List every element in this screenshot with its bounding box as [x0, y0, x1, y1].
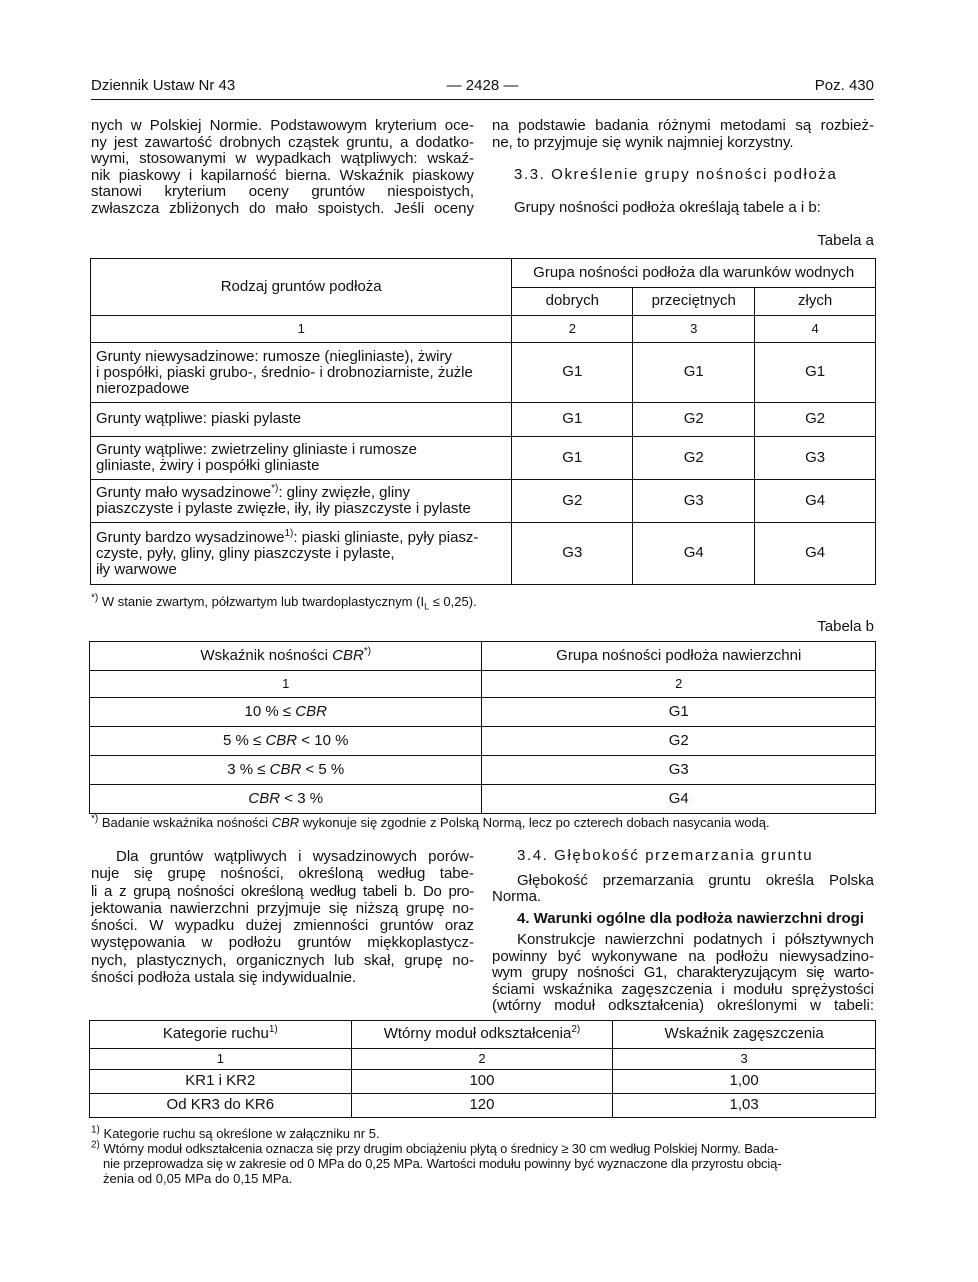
- footnote-text: CBR: [271, 815, 300, 830]
- section-heading-3-4: 3.4. Głębokość przemarzania gruntu: [517, 847, 814, 864]
- paragraph-line: wym grupy nośności G1, charakteryzującym się warto-: [492, 964, 874, 981]
- intro-line: stanowi kryterium oceny gruntów niespoistych,: [91, 183, 474, 200]
- intro-line: na podstawie badania różnymi metodami są rozbież-: [492, 117, 874, 134]
- header-traffic-category: [90, 1021, 352, 1049]
- table-b-footnote: [91, 815, 770, 830]
- modulus-value: 120: [351, 1094, 613, 1118]
- column-number: 2: [512, 316, 633, 343]
- header-deformation-modulus: [351, 1021, 613, 1049]
- group-value: G1: [512, 343, 633, 403]
- soil-description: Grunty wątpliwe: piaski pylaste: [91, 403, 512, 437]
- group-value: G3: [512, 523, 633, 585]
- footnote-text: Badanie wskaźnika nośności: [101, 815, 272, 830]
- paragraph-line: nych, plastycznych, organicznych lub skał, grupę no-: [91, 951, 474, 969]
- cell-line: piaszczyste i pylaste zwięzłe, iły, iły piaszczyste i pylaste: [96, 500, 471, 517]
- cell-text: : gliny zwięzłe, gliny: [278, 484, 411, 501]
- group-value: G3: [755, 437, 876, 480]
- table-row: [90, 727, 876, 756]
- traffic-category: KR1 i KR2: [90, 1070, 352, 1094]
- footnote-ref: 2): [571, 1024, 581, 1036]
- modulus-value: 100: [351, 1070, 613, 1094]
- table-row: [90, 785, 876, 814]
- footnote-ref: 1): [268, 1024, 278, 1036]
- table-row: [91, 403, 876, 437]
- cell-line: [96, 527, 506, 546]
- footnote-text: wykonuje się zgodnie z Polską Normą, lecz po czterech dobach nasycania wodą.: [299, 815, 770, 830]
- table-row: [90, 756, 876, 785]
- soil-description: [91, 437, 512, 480]
- table-row: [91, 523, 876, 585]
- footnote-subscript: L: [424, 601, 430, 612]
- cell-line: [96, 485, 506, 501]
- paragraph-line: śności podłoża ustala się indywidualnie.: [91, 969, 357, 987]
- footnote-mark: *): [91, 813, 99, 825]
- footnote-mark: *): [91, 592, 99, 604]
- table-b: [89, 641, 876, 814]
- paragraph-line: li a z grupą nośności określoną według tabeli b. Do pro-: [91, 882, 474, 900]
- bottom-left-column: [91, 848, 474, 986]
- cell-line: Grunty wątpliwe: zwietrzeliny gliniaste i rumosze: [96, 441, 417, 458]
- paragraph-line: nuje się grupę nośności, określoną według tabe-: [91, 865, 474, 883]
- group-value: G4: [482, 785, 876, 814]
- group-value: G2: [482, 727, 876, 756]
- group-value: G2: [512, 480, 633, 523]
- intro-left-column: [91, 118, 474, 217]
- paragraph-line: śności. W wypadku dużej zmienności gruntów oraz: [91, 917, 474, 935]
- paragraph-line: Dla gruntów wątpliwych i wysadzinowych porów-: [116, 848, 474, 865]
- footnote-text: nie przeprowadza się w zakresie od 0 MPa do 0,25 MPa. Wartości modułu powinny być wyznaczone dla przyrostu obcią-: [103, 1156, 782, 1171]
- paragraph-line: Głębokość przemarzania gruntu określa Polska: [517, 871, 874, 889]
- paragraph-line: (wtórny moduł odkształcenia) określonymi w tabeli:: [492, 997, 874, 1014]
- paragraph-line: jektowania nawierzchni przyjmuje się niższą grupę no-: [91, 899, 474, 917]
- page-number: — 2428 —: [446, 77, 519, 94]
- column-number: 4: [755, 316, 876, 343]
- cell-line: czyste, pyły, gliny, gliny piaszczyste i pylaste,: [96, 544, 395, 562]
- paragraph-line: Konstrukcje nawierzchni podatnych i półsztywnych: [517, 931, 874, 948]
- cell-line: gliniaste, żwiry i pospółki gliniaste: [96, 457, 320, 474]
- intro-line: ne, to przyjmuje się wynik najmniej korzystny.: [492, 133, 794, 151]
- cell-text: Grunty mało wysadzinowe: [96, 484, 272, 501]
- journal-title: Dziennik Ustaw Nr 43: [91, 77, 236, 94]
- group-value: G1: [633, 343, 755, 403]
- group-value: G2: [633, 437, 755, 480]
- column-number: 3: [613, 1049, 876, 1070]
- table-a-caption: Tabela a: [817, 232, 874, 249]
- cell-line: iły warwowe: [96, 560, 177, 578]
- header-text: Kategorie ruchu: [162, 1025, 269, 1043]
- group-value: G3: [633, 480, 755, 523]
- section-heading-4: 4. Warunki ogólne dla podłoża nawierzchni drogi: [517, 909, 864, 927]
- header-good: dobrych: [512, 288, 633, 316]
- group-value: G2: [755, 403, 876, 437]
- footnote-text: ≤ 0,25).: [429, 594, 477, 609]
- cell-line: Grunty niewysadzinowe: rumosze (niegliniaste), żwiry: [96, 347, 452, 365]
- header-text: Wtórny moduł odkształcenia: [383, 1025, 572, 1043]
- table-a: [90, 258, 876, 585]
- table-c: [89, 1020, 876, 1118]
- bottom-right-column: [492, 848, 874, 1015]
- table-row: [91, 343, 876, 403]
- header-group: Grupa nośności podłoża dla warunków wodnych: [512, 259, 876, 288]
- header-text: Wskaźnik nośności: [200, 646, 333, 664]
- bottom-footnotes: [91, 1126, 874, 1186]
- paragraph-line: Norma.: [492, 888, 542, 905]
- header-soil-type: Rodzaj gruntów podłoża: [91, 259, 512, 316]
- intro-right-column: [492, 118, 874, 216]
- cell-line: i pospółki, piaski grubo-, średnio- i drobnoziarniste, żużle: [96, 363, 473, 381]
- cbr-range: 3 % ≤ CBR < 5 %: [90, 756, 482, 785]
- cell-text: Grunty bardzo wysadzinowe: [96, 528, 285, 546]
- footnote-text: Wtórny moduł odkształcenia oznacza się przy drugim obciążeniu płytą o średnicy ≥ 30 cm według Polskiej Normy. Bada-: [103, 1141, 779, 1156]
- header-group: Grupa nośności podłoża nawierzchni: [482, 642, 876, 671]
- footnote-mark: 1): [91, 1124, 100, 1136]
- intro-line: nych w Polskiej Normie. Podstawowym kryterium oce-: [91, 117, 474, 134]
- column-number: 1: [90, 1049, 352, 1070]
- footnote-ref: *): [363, 645, 372, 657]
- table-a-footnote: [91, 594, 477, 615]
- paragraph-line: powinny być wykonywane na podłożu niewysadzino-: [492, 947, 874, 965]
- intro-line: wymi, stosowanymi w wypadkach wątpliwych: wskaź-: [91, 150, 474, 167]
- group-value: G2: [633, 403, 755, 437]
- header-cbr: [90, 642, 482, 671]
- header-compaction-index: Wskaźnik zagęszczenia: [613, 1021, 876, 1049]
- group-value: G1: [482, 698, 876, 727]
- footnote-ref: *): [271, 483, 279, 494]
- footnote-text: Kategorie ruchu są określone w załączniku nr 5.: [103, 1126, 380, 1141]
- group-value: G4: [755, 523, 876, 585]
- footnote-2: [91, 1141, 874, 1186]
- group-value: G4: [633, 523, 755, 585]
- cbr-range: 10 % ≤ CBR: [90, 698, 482, 727]
- table-row: [91, 437, 876, 480]
- intro-line: ny jest zawartość drobnych cząstek gruntu, a dodatko-: [91, 133, 474, 151]
- compaction-value: 1,03: [613, 1094, 876, 1118]
- footnote-ref: 1): [284, 527, 294, 539]
- table-row: [90, 1070, 876, 1094]
- group-value: G3: [482, 756, 876, 785]
- group-value: G1: [512, 403, 633, 437]
- column-number: 3: [633, 316, 755, 343]
- traffic-category: Od KR3 do KR6: [90, 1094, 352, 1118]
- soil-description: [91, 523, 512, 585]
- table-b-caption: Tabela b: [817, 618, 874, 635]
- intro-line: zwłaszcza zbliżonych do mało spoistych. Jeśli oceny: [91, 199, 474, 217]
- header-bad: złych: [755, 288, 876, 316]
- groups-text: Grupy nośności podłoża określają tabele a i b:: [514, 198, 821, 216]
- section-heading-3-3: 3.3. Określenie grupy nośności podłoża: [514, 166, 838, 183]
- table-row: [90, 1094, 876, 1118]
- soil-description: [91, 343, 512, 403]
- table-row: [90, 698, 876, 727]
- paragraph-line: ściami wskaźnika zagęszczenia i modułu sprężystości: [492, 980, 874, 998]
- header-text: CBR: [332, 646, 364, 664]
- cell-line: nierozpadowe: [96, 379, 190, 397]
- column-number: 1: [91, 316, 512, 343]
- footnote-mark: 2): [91, 1139, 100, 1151]
- group-value: G4: [755, 480, 876, 523]
- cbr-range: 5 % ≤ CBR < 10 %: [90, 727, 482, 756]
- soil-description: [91, 480, 512, 523]
- position-number: Poz. 430: [814, 77, 874, 94]
- header-average: przeciętnych: [633, 288, 755, 316]
- footnote-1: [91, 1126, 874, 1141]
- cell-text: : piaski gliniaste, pyły piasz-: [293, 528, 479, 546]
- footnote-text: W stanie zwartym, półzwartym lub twardoplastycznym (I: [101, 594, 425, 609]
- footnote-text: żenia od 0,05 MPa do 0,15 MPa.: [103, 1171, 293, 1186]
- group-value: G1: [755, 343, 876, 403]
- intro-line: nik piaskowy i kapilarność bierna. Wskaźnik piaskowy: [91, 166, 474, 184]
- table-row: [91, 480, 876, 523]
- column-number: 2: [351, 1049, 613, 1070]
- page-header: [91, 78, 874, 100]
- column-number: 2: [482, 671, 876, 698]
- cbr-range: CBR < 3 %: [90, 785, 482, 814]
- paragraph-line: występowania w podłożu gruntów miękkoplastycz-: [91, 934, 474, 952]
- column-number: 1: [90, 671, 482, 698]
- compaction-value: 1,00: [613, 1070, 876, 1094]
- group-value: G1: [512, 437, 633, 480]
